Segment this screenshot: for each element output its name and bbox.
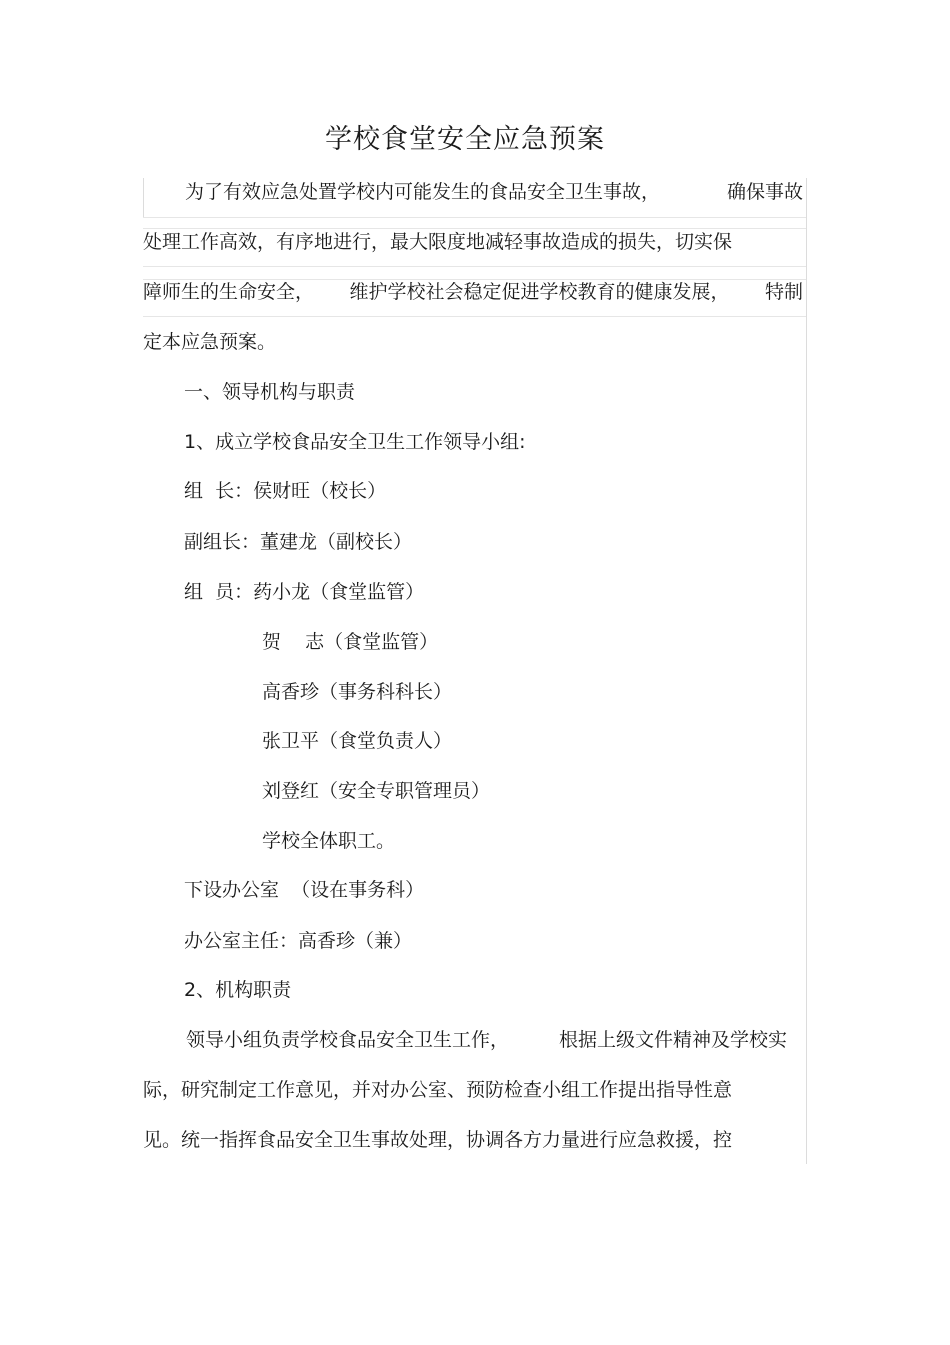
member-first-line: 组 员：药小龙（食堂监管） [184, 581, 425, 603]
section-heading: 一、领导机构与职责 [184, 381, 356, 403]
member-line-4: 刘登红（安全专职管理员） [262, 780, 491, 802]
margin-rule-right [806, 178, 807, 1164]
intro-line-2: 处理工作高效，有序地进行，最大限度地减轻事故造成的损失，切实保 [143, 231, 733, 253]
intro-line-3-part-3: 特制 [764, 281, 803, 303]
intro-line-3-part-1: 障师生的生命安全， [143, 281, 315, 303]
subsection-1-heading: 1、成立学校食品安全卫生工作领导小组: [184, 431, 526, 453]
member-line-5: 学校全体职工。 [262, 830, 396, 852]
member-line-3: 张卫平（食堂负责人） [262, 730, 453, 752]
leader-line: 组 长：侯财旺（校长） [184, 480, 387, 502]
duty-line-1-part-1: 领导小组负责学校食品安全卫生工作， [186, 1029, 510, 1051]
member-line-2: 高香珍（事务科科长） [262, 681, 453, 703]
duty-line-2: 际，研究制定工作意见，并对办公室、预防检查小组工作提出指导性意 [143, 1079, 733, 1101]
intro-line-4: 定本应急预案。 [143, 331, 277, 353]
deputy-line: 副组长：董建龙（副校长） [184, 531, 413, 553]
subsection-2-heading: 2、机构职责 [184, 979, 292, 1001]
intro-line-1 [143, 178, 803, 206]
intro-line-3 [143, 278, 803, 306]
rule-line-1 [143, 217, 806, 218]
intro-line-1-part-2: 确保事故 [726, 181, 803, 203]
member-line-1: 贺 志（食堂监管） [262, 631, 439, 653]
rule-line-5 [143, 316, 806, 317]
rule-line-3 [143, 266, 806, 267]
duty-line-3: 见。统一指挥食品安全卫生事故处理，协调各方力量进行应急救援，控 [143, 1129, 733, 1151]
office-line: 下设办公室 （设在事务科） [184, 879, 425, 901]
office-head-line: 办公室主任：高香珍（兼） [184, 930, 413, 952]
duty-line-1-part-2: 根据上级文件精神及学校实 [558, 1029, 787, 1051]
intro-line-3-part-2: 维护学校社会稳定促进学校教育的健康发展， [349, 281, 730, 303]
document-title: 学校食堂安全应急预案 [325, 124, 605, 155]
intro-line-1-part-1: 为了有效应急处置学校内可能发生的食品安全卫生事故， [185, 181, 661, 203]
duty-line-1 [143, 1026, 787, 1054]
